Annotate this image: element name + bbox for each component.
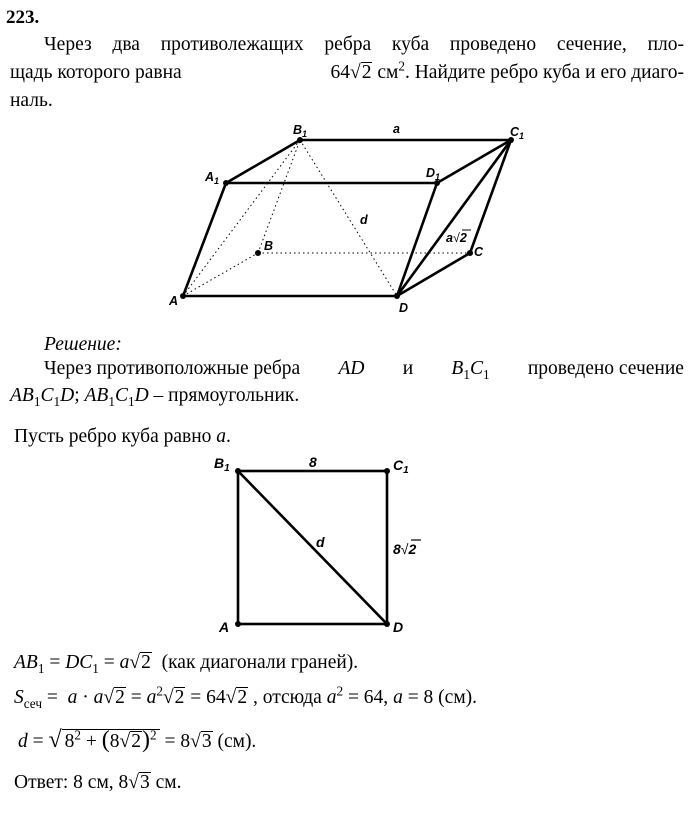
label-a-root2: a√2 [446, 231, 467, 245]
point-B [255, 250, 261, 256]
point-A [180, 293, 186, 299]
label-a-top: a [393, 122, 400, 136]
edge-CC1 [470, 140, 511, 253]
label-A1: $A_1$ [205, 170, 220, 186]
label-B1: $B_1$ [293, 123, 308, 139]
problem-line-2 [10, 58, 684, 85]
label-d: d [316, 534, 325, 550]
point-B1 [235, 468, 241, 474]
point-D [384, 621, 390, 627]
equation-3: d = √ $8^2 + (8√2)^2 = 8√3$ (см). [18, 727, 257, 753]
edge-A1B1 [226, 140, 300, 183]
hidden-edge-AB [183, 253, 258, 296]
answer: Ответ: 8 см, 8√3 см. [14, 772, 182, 793]
point-A [235, 621, 241, 627]
equation-2: $S_{сеч} = a \cdot a√2 = a^2√2 = 64√2$ , отсюда $a^2 = 64$, a = 8 (см). [14, 683, 478, 711]
point-C [467, 250, 473, 256]
label-B1: $B_1$ [214, 455, 230, 474]
edge-DD1 [397, 183, 437, 296]
label-side-top: 8 [309, 454, 317, 470]
problem-line-2-start: щадь которого равна [10, 62, 182, 83]
label-B: B [264, 239, 274, 253]
edge-DC1 [397, 140, 511, 296]
problem-line-3: наль. [10, 90, 53, 111]
label-A: A [169, 294, 179, 308]
label-D: D [399, 301, 409, 315]
label-C1: $C_1$ [510, 125, 525, 141]
point-D [394, 293, 400, 299]
hidden-edge-AB1 [183, 140, 300, 296]
label-d: d [360, 213, 368, 227]
point-C1 [384, 468, 390, 474]
label-D: D [393, 619, 404, 635]
problem-number: 223. [6, 7, 40, 28]
solution-heading: Решение: [44, 334, 122, 355]
solution-line-3: Пусть ребро куба равно a. [14, 426, 231, 447]
point-A1 [223, 180, 229, 186]
problem-line-2-end: . Найдите ребро куба и его диаго- [404, 62, 684, 83]
label-C1: $C_1$ [393, 457, 409, 476]
solution-line-2: $AB_1C_1D$; $AB_1C_1D$ – прямоугольник. [10, 385, 300, 409]
diagonal-d [300, 140, 397, 296]
label-side-right: 8√2 [393, 541, 417, 557]
area-expression: 64√2 $см^2$. Найдите ребро куба и его диаго- [330, 58, 684, 83]
hidden-edge-BB1 [258, 140, 300, 253]
problem-line-1: Через два противолежащих ребра куба проведено сечение, пло- [44, 34, 684, 55]
label-D1: $D_1$ [426, 166, 441, 182]
rectangle-section-figure [210, 450, 450, 640]
cube-section-figure [160, 118, 530, 318]
edge-DC [397, 253, 470, 296]
edge-D1C1 [437, 140, 511, 183]
equation-1: $AB_1 = DC_1 = a√2$ (как диагонали граней). [14, 652, 359, 676]
solution-line-1: Через противоположные ребра AD и $B_1C_1$ проведено сечение [44, 358, 684, 382]
edge-AA1 [183, 183, 226, 296]
section-diagonal [238, 471, 387, 624]
label-A: A [219, 619, 230, 635]
label-C: C [474, 245, 484, 259]
